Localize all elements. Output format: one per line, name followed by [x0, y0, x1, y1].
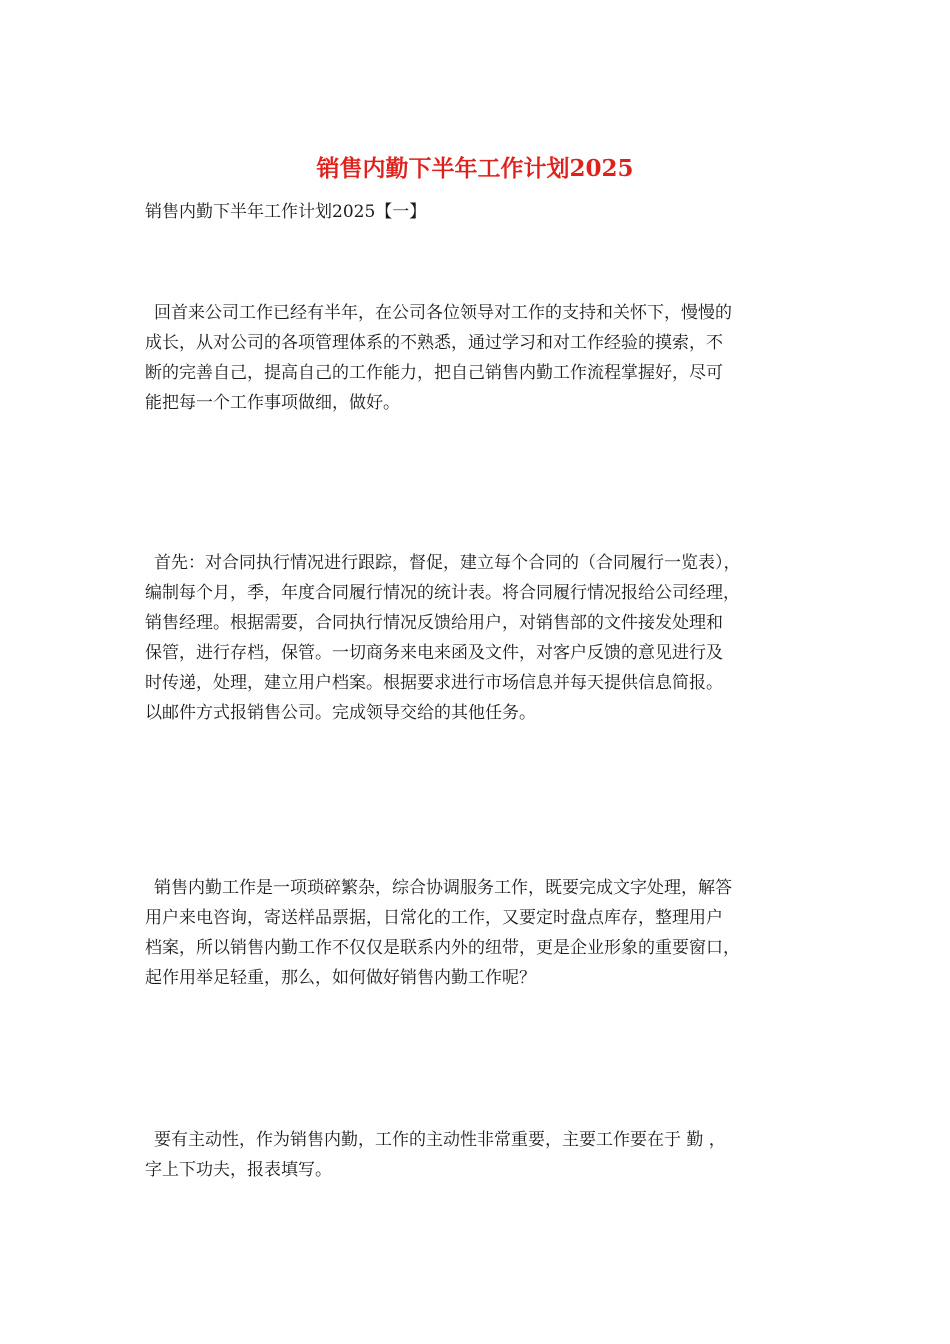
paragraph-line: 以邮件方式报销售公司。完成领导交给的其他任务。 [145, 703, 536, 723]
paragraph-line: 时传递，处理，建立用户档案。根据要求进行市场信息并每天提供信息简报。 [145, 673, 723, 693]
paragraph-4 [145, 1125, 825, 1185]
paragraph-line: 销售内勤工作是一项琐碎繁杂，综合协调服务工作，既要完成文字处理，解答 [154, 878, 732, 898]
paragraph-line: 保管，进行存档，保管。一切商务来电来函及文件，对客户反馈的意见进行及 [145, 643, 723, 663]
paragraph-line: 要有主动性，作为销售内勤，工作的主动性非常重要，主要工作要在于 勤 ， [154, 1130, 726, 1150]
paragraph-line: 销售经理。根据需要，合同执行情况反馈给用户，对销售部的文件接发处理和 [145, 613, 723, 633]
paragraph-line: 字上下功夫，报表填写。 [145, 1160, 332, 1180]
document-title: 销售内勤下半年工作计划2025 [316, 155, 634, 182]
paragraph-2 [145, 548, 825, 728]
document-subtitle: 销售内勤下半年工作计划2025【一】 [145, 202, 427, 222]
paragraph-line: 起作用举足轻重，那么，如何做好销售内勤工作呢？ [145, 968, 536, 988]
paragraph-3 [145, 873, 825, 993]
paragraph-line: 断的完善自己，提高自己的工作能力，把自己销售内勤工作流程掌握好，尽可 [145, 363, 723, 383]
paragraph-line: 能把每一个工作事项做细，做好。 [145, 393, 400, 413]
paragraph-line: 成长，从对公司的各项管理体系的不熟悉，通过学习和对工作经验的摸索，不 [145, 333, 723, 353]
paragraph-line: 用户来电咨询，寄送样品票据，日常化的工作，又要定时盘点库存，整理用户 [145, 908, 723, 928]
paragraph-line: 首先：对合同执行情况进行跟踪，督促，建立每个合同的（合同履行一览表）， [154, 553, 741, 573]
paragraph-line: 回首来公司工作已经有半年，在公司各位领导对工作的支持和关怀下，慢慢的 [154, 303, 732, 323]
paragraph-line: 编制每个月，季，年度合同履行情况的统计表。将合同履行情况报给公司经理， [145, 583, 740, 603]
paragraph-1 [145, 298, 825, 418]
paragraph-line: 档案，所以销售内勤工作不仅仅是联系内外的纽带，更是企业形象的重要窗口， [145, 938, 740, 958]
